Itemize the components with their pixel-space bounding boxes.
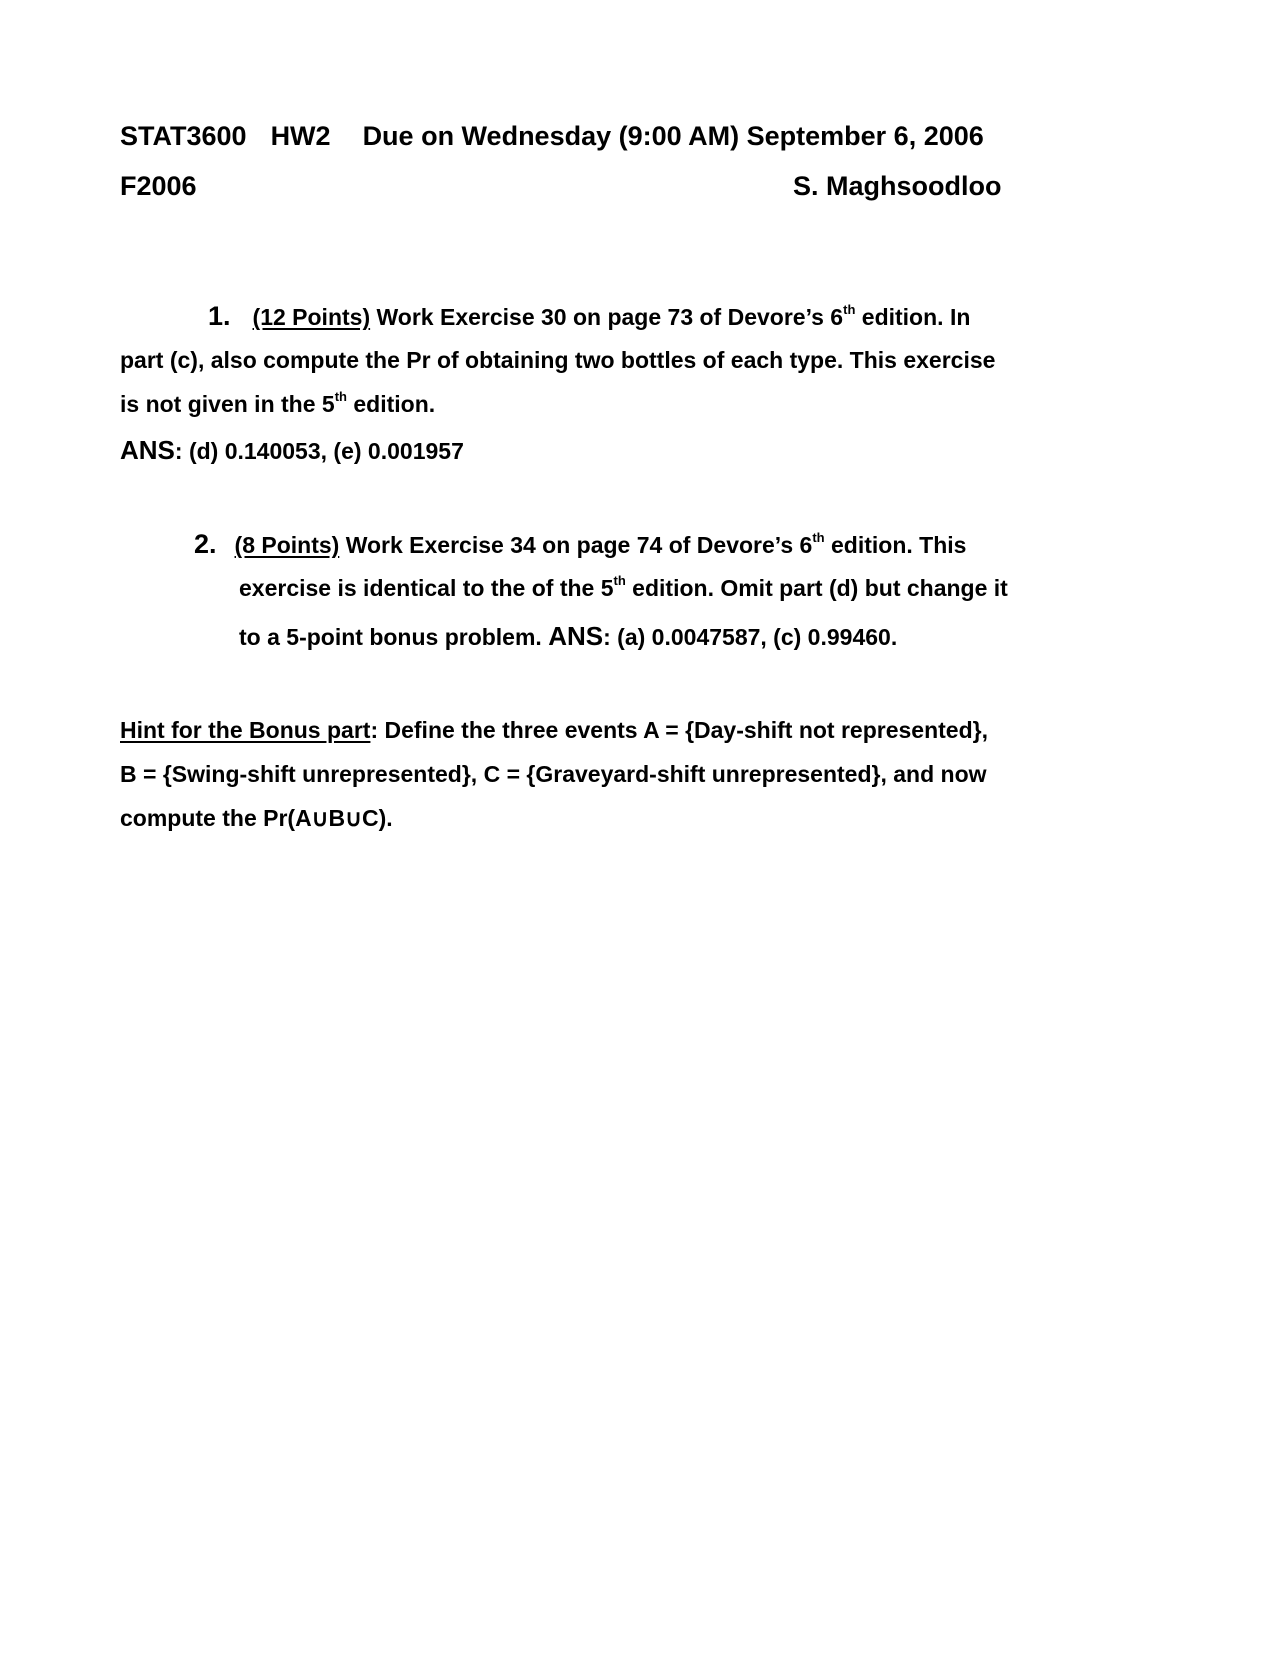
hint-label: Hint for the Bonus part xyxy=(120,717,371,743)
problem-1-text-c: is not given in the 5 xyxy=(120,391,335,417)
problem-1-text-c-tail: edition. xyxy=(346,391,436,417)
problem-2-sup-a: th xyxy=(812,530,825,545)
term: F2006 xyxy=(120,171,197,201)
problem-1-text-a-tail: edition. In xyxy=(855,304,971,330)
hint-text-a: Define the three events A = {Day-shift not represented}, xyxy=(378,717,988,743)
problem-2-number: 2. xyxy=(194,529,217,559)
problem-2-answer-values: : (a) 0.0047587, (c) 0.99460. xyxy=(603,624,898,650)
hint-line-3: compute the Pr(A∪B∪C). xyxy=(120,805,393,831)
problem-1-answer-label: ANS xyxy=(120,435,175,465)
instructor-name: S. Maghsoodloo xyxy=(793,171,1002,201)
problem-2-text-a-tail: edition. This xyxy=(824,532,967,558)
problem-1-points: (12 Points) xyxy=(252,304,371,330)
hint-line-1 xyxy=(120,716,988,744)
problem-2-line-2 xyxy=(239,574,1008,606)
problem-2-answer-label: ANS xyxy=(548,621,604,651)
hint-colon: : xyxy=(370,717,379,743)
due-date: Due on Wednesday (9:00 AM) September 6, 2006 xyxy=(362,121,984,151)
header-line-1 xyxy=(120,120,984,152)
hint-line-2: B = {Swing-shift unrepresented}, C = {Graveyard-shift unrepresented}, and now xyxy=(120,761,987,787)
problem-2-text-c: to a 5-point bonus problem. xyxy=(239,624,549,650)
problem-1-sup-a: th xyxy=(843,302,856,317)
problem-2-text-b-tail: edition. Omit part (d) but change it xyxy=(625,575,1008,601)
problem-2-text-b: exercise is identical to the of the 5 xyxy=(239,575,614,601)
problem-2-text-a: Work Exercise 34 on page 74 of Devore’s 6 xyxy=(339,532,813,558)
homework-number: HW2 xyxy=(270,121,331,151)
problem-2-line-1 xyxy=(194,530,966,563)
problem-1-sup-b: th xyxy=(334,389,347,404)
problem-1-line-2: part (c), also compute the Pr of obtaining two bottles of each type. This exercise xyxy=(120,347,996,373)
problem-1-line-3 xyxy=(120,390,435,422)
problem-1-text-a: Work Exercise 30 on page 73 of Devore’s 6 xyxy=(370,304,844,330)
problem-1-number: 1. xyxy=(208,301,231,331)
problem-2-sup-b: th xyxy=(613,573,626,588)
problem-1-line-1 xyxy=(208,302,970,335)
problem-2-points: (8 Points) xyxy=(234,532,340,558)
problem-1-answer xyxy=(120,436,464,465)
course-code: STAT3600 xyxy=(120,121,247,151)
problem-2-line-3 xyxy=(239,622,897,651)
problem-1-answer-values: : (d) 0.140053, (e) 0.001957 xyxy=(174,438,464,464)
